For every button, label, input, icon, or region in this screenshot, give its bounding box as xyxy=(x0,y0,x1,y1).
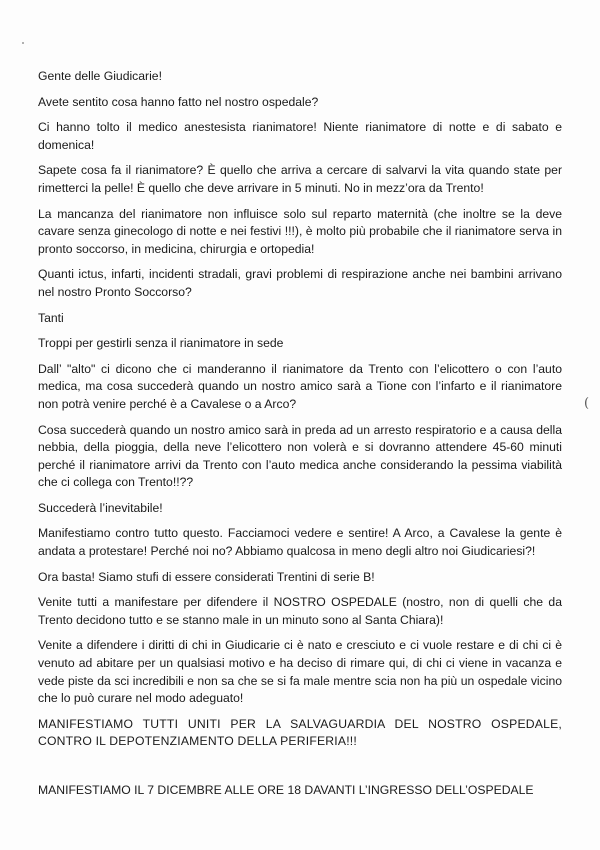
call-to-action: MANIFESTIAMO TUTTI UNITI PER LA SALVAGUARDIA DEL NOSTRO OSPEDALE, CONTRO IL DEPOTENZIAMENTO DELLA PERIFERIA!!! xyxy=(38,716,562,749)
scan-speck xyxy=(22,42,24,44)
paragraph: Avete sentito cosa hanno fatto nel nostro ospedale? xyxy=(38,94,319,109)
paragraph: Sapete cosa fa il rianimatore? È quello che arriva a cercare di salvarvi la vita quando state per rimetterci la pelle! È quello che deve arrivare in 5 minuti. No in mezz’ora da Trento! xyxy=(38,163,562,195)
paragraph: Tanti xyxy=(38,310,64,325)
greeting: Gente delle Giudicarie! xyxy=(38,69,162,83)
pen-mark: ( xyxy=(584,396,590,411)
paragraph: La mancanza del rianimatore non influisce solo sul reparto maternità (che inoltre se la deve cavare senza ginecologo di notte e nei festivi !!!), è molto più probabile che il rianimatore serva in pronto soccorso, in medicina, chirurgia e ortopedia! xyxy=(38,206,562,256)
paragraph: Ci hanno tolto il medico anestesista rianimatore! Niente rianimatore di notte e di sabato e domenica! xyxy=(38,120,562,152)
flyer-body xyxy=(38,68,562,751)
paragraph: Manifestiamo contro tutto questo. Facciamoci vedere e sentire! A Arco, a Cavalese la gente è andata a protestare! Perché noi no? Abbiamo qualcosa in meno degli altro noi Giudicariesi?! xyxy=(38,526,562,559)
paragraph: Ora basta! Siamo stufi di essere considerati Trentini di serie B! xyxy=(38,569,375,584)
paragraph: Succederà l’inevitabile! xyxy=(38,500,163,515)
paragraph: Cosa succederà quando un nostro amico sarà in preda ad un arresto respiratorio e a causa della nebbia, della pioggia, della neve l’elicottero non volerà e si dovranno attendere 45-60 minuti perché il rianimatore arrivi da Trento con l’auto medica anche considerando la pessima viabilità che ci collega con Trento!!?? xyxy=(38,422,562,490)
paragraph: Venite a difendere i diritti di chi in Giudicarie ci è nato e cresciuto e ci vuole restare e di chi ci è venuto ad abitare per un qualsiasi motivo e ha deciso di rimare qui, di chi ci viene in vacanza e vede piste da sci incredibili e non sa che se si fa male mentre scia non ha più un ospedale vicino che lo può curare nel modo adeguato! xyxy=(38,638,562,706)
paragraph: Dall’ "alto" ci dicono che ci manderanno il rianimatore da Trento con l’elicottero o con l’auto medica, ma cosa succederà quando un nostro amico sarà a Tione con l’infarto e il rianimatore non potrà venire perché è a Cavalese o a Arco? xyxy=(38,361,562,411)
paragraph: Quanti ictus, infarti, incidenti stradali, gravi problemi di respirazione anche nei bambini arrivano nel nostro Pronto Soccorso? xyxy=(38,267,562,299)
paragraph: Troppi per gestirli senza il rianimatore in sede xyxy=(38,336,284,351)
event-announcement: MANIFESTIAMO IL 7 DICEMBRE ALLE ORE 18 DAVANTI L’INGRESSO DELL’OSPEDALE xyxy=(38,783,534,797)
paragraph: Venite tutti a manifestare per difendere il NOSTRO OSPEDALE (nostro, non di quelli che da Trento decidono tutto e se stanno male in un minuto sono al Santa Chiara)! xyxy=(38,595,562,627)
